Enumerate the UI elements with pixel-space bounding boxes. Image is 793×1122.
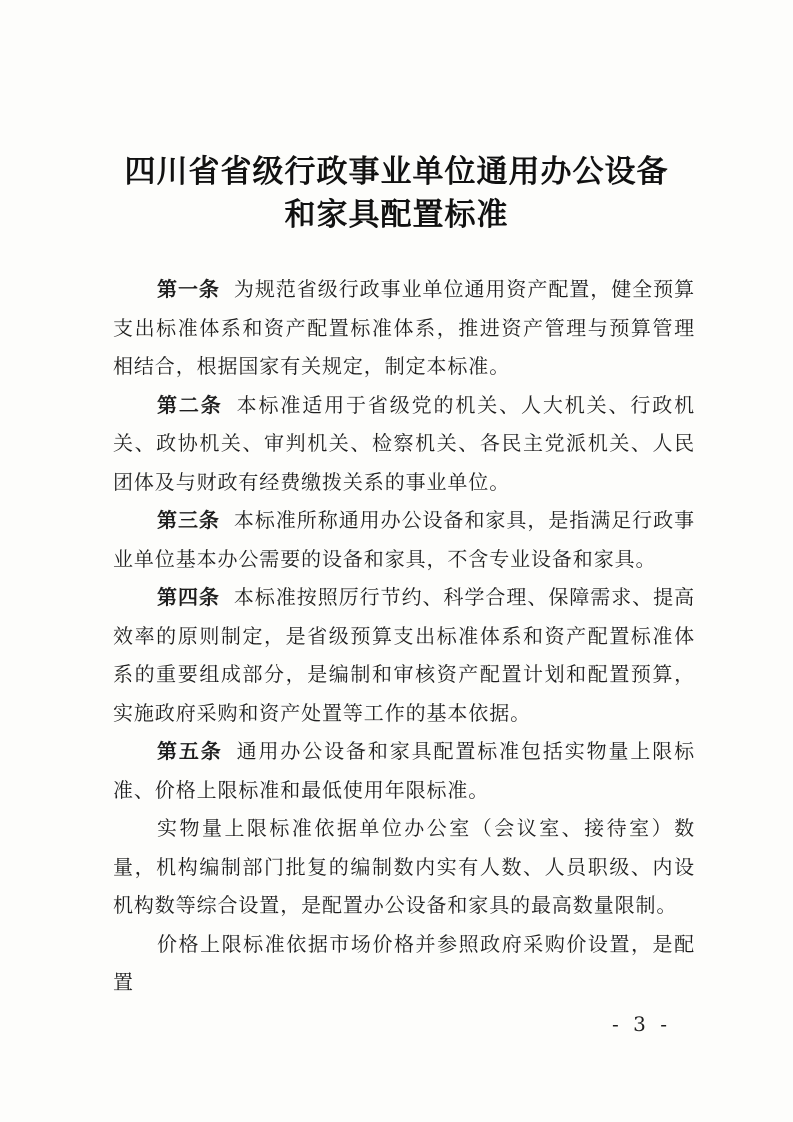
article-text: 本标准按照厉行节约、科学合理、保障需求、提高效率的原则制定，是省级预算支出标准体系和资产配置标准体系的重要组成部分，是编制和审核资产配置计划和配置预算，实施政府采购和资产处置等工作的基本依据。 bbox=[113, 585, 695, 725]
article-text: 本标准所称通用办公设备和家具，是指满足行政事业单位基本办公需要的设备和家具，不含专业设备和家具。 bbox=[113, 508, 695, 571]
body-paragraph: 价格上限标准依据市场价格并参照政府采购价设置，是配置 bbox=[113, 931, 695, 994]
document-body bbox=[113, 270, 695, 1002]
document-title-line-2: 和家具配置标准 bbox=[284, 197, 509, 233]
article-5 bbox=[113, 732, 695, 809]
article-3 bbox=[113, 501, 695, 578]
article-label: 第一条 bbox=[157, 277, 220, 301]
page-number: - 3 - bbox=[612, 1012, 671, 1036]
article-label: 第五条 bbox=[157, 739, 223, 763]
article-label: 第二条 bbox=[157, 392, 223, 417]
article-text: 为规范省级行政事业单位通用资产配置，健全预算支出标准体系和资产配置标准体系，推进资产管理与预算管理相结合，根据国家有关规定，制定本标准。 bbox=[113, 277, 695, 378]
article-2 bbox=[113, 386, 695, 502]
article-text: 本标准适用于省级党的机关、人大机关、行政机关、政协机关、审判机关、检察机关、各民主党派机关、人民团体及与财政有经费缴拨关系的事业单位。 bbox=[113, 392, 695, 494]
article-label: 第四条 bbox=[157, 585, 220, 609]
article-1 bbox=[113, 270, 695, 386]
article-4 bbox=[113, 578, 695, 732]
article-text: 通用办公设备和家具配置标准包括实物量上限标准、价格上限标准和最低使用年限标准。 bbox=[113, 739, 695, 802]
document-title-line-1: 四川省省级行政事业单位通用办公设备 bbox=[124, 154, 669, 190]
article-label: 第三条 bbox=[157, 508, 220, 532]
body-paragraph: 实物量上限标准依据单位办公室（会议室、接待室）数量，机构编制部门批复的编制数内实有人数、人员职级、内设机构数等综合设置，是配置办公设备和家具的最高数量限制。 bbox=[113, 816, 695, 917]
